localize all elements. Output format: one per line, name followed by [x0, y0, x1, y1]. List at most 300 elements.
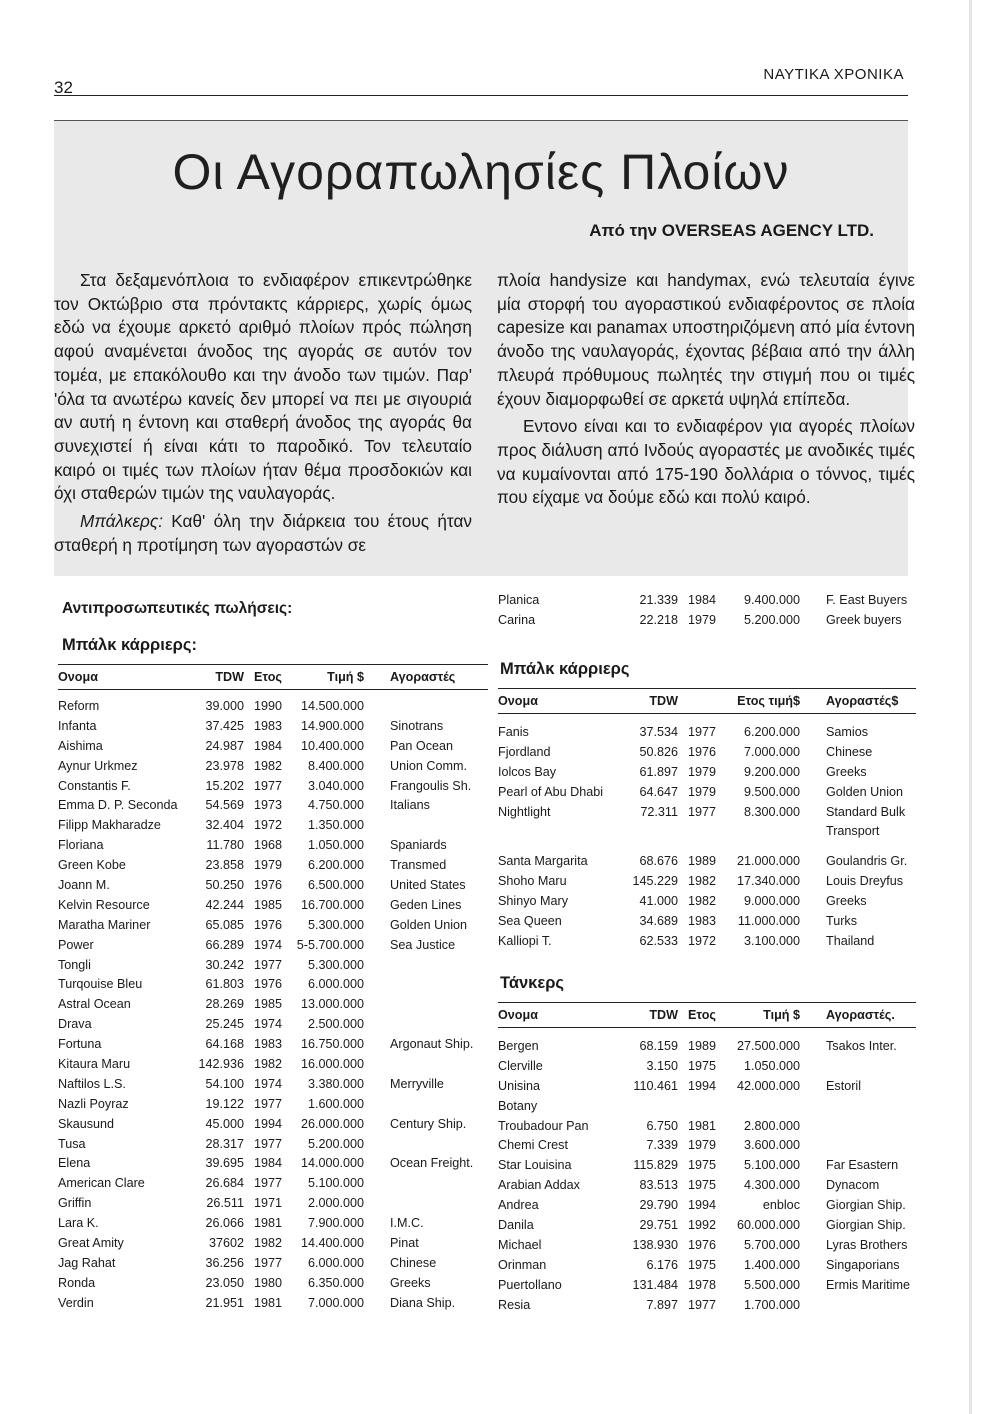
column-header: TDW [616, 1003, 678, 1028]
page-number: 32 [54, 78, 73, 97]
buyer-name: Turks [826, 913, 858, 928]
price-value: 1.050.000 [743, 1058, 800, 1073]
table-row [498, 590, 916, 610]
year-value: 1976 [253, 917, 283, 932]
year-value: 1979 [687, 1138, 717, 1153]
tdw-value: 22.218 [639, 612, 678, 627]
table-row [498, 1175, 916, 1195]
table-row [498, 1195, 916, 1215]
price-value: 16.700.000 [300, 897, 364, 912]
table-row [498, 610, 916, 630]
section-title: Αντιπροσωπευτικές πωλήσεις: [62, 600, 293, 617]
price-value: 6.350.000 [307, 1275, 364, 1290]
buyer-name: Sea Justice [390, 937, 456, 952]
ship-name: Santa Margarita [498, 854, 588, 869]
tdw-value: 11.780 [206, 838, 244, 853]
tdw-value: 34.689 [639, 913, 678, 928]
tdw-value: 37.534 [639, 724, 678, 739]
year-value: 1973 [253, 798, 283, 813]
column-header: Αγοραστές [364, 665, 488, 690]
ship-name: Skausund [58, 1116, 115, 1131]
buyer-name: Giorgian Ship. [826, 1198, 906, 1213]
ship-name: Turqouise Bleu [58, 977, 143, 992]
price-value: 8.300.000 [743, 804, 800, 819]
price-value: 5.200.000 [307, 1136, 364, 1151]
table-row [58, 1233, 488, 1253]
ship-name [498, 821, 616, 841]
table-row [58, 994, 488, 1014]
buyer-name [364, 815, 488, 835]
price-value: 5.100.000 [743, 1158, 800, 1173]
price-value: 7.000.000 [307, 1295, 364, 1310]
article-panel [54, 120, 915, 576]
buyer-name: Greeks [826, 764, 867, 779]
tdw-value: 23.978 [205, 758, 244, 773]
ship-name: Orinman [498, 1257, 547, 1272]
price-value: 9.000.000 [743, 894, 800, 909]
tdw-value: 72.311 [640, 804, 678, 819]
table-row [58, 776, 488, 796]
paragraph-text: Καθ' όλη την διάρκεια του έτους ήταν σταθερή η προτίμηση των αγοραστών σε [54, 511, 472, 555]
column-header: Ονομα [498, 689, 616, 714]
buyer-name [800, 1116, 916, 1136]
price-value: 3.100.000 [743, 933, 800, 948]
column-header: Ετος τιμή$ [678, 689, 800, 714]
buyer-name: Diana Ship. [390, 1295, 456, 1310]
ship-name: Joann M. [58, 877, 110, 892]
tdw-value: 50.250 [205, 877, 244, 892]
tdw-value: 39.000 [205, 698, 244, 713]
buyer-name [364, 955, 488, 975]
price-value: 5-5.700.000 [296, 937, 364, 952]
price-value: 6.200.000 [307, 858, 364, 873]
ship-name: Fanis [498, 724, 529, 739]
table-row [498, 841, 916, 871]
buyer-name [364, 1014, 488, 1034]
year-value: 1982 [687, 894, 717, 909]
table-row [58, 1114, 488, 1134]
price-value: 17.340.000 [736, 874, 800, 889]
tdw-value: 45.000 [205, 1116, 244, 1131]
tdw-value: 7.339 [646, 1138, 678, 1153]
tdw-value: 25.245 [205, 1017, 244, 1032]
tdw-value: 21.951 [205, 1295, 244, 1310]
table-row [58, 1153, 488, 1173]
tdw-value: 24.987 [205, 738, 244, 753]
column-header: Ονομα [498, 1003, 616, 1028]
year-value: 1985 [253, 997, 283, 1012]
ship-name: Shinyo Mary [498, 894, 568, 909]
page-edge [969, 0, 972, 1414]
tdw-value: 28.317 [205, 1136, 244, 1151]
column-header: Αγοραστές. [800, 1003, 916, 1028]
table-row [58, 875, 488, 895]
tdw-value: 26.066 [205, 1216, 244, 1231]
ship-name: Kalliopi T. [498, 933, 552, 948]
year-value: 1975 [687, 1058, 717, 1073]
table-row [58, 815, 488, 835]
table-row [58, 1094, 488, 1114]
price-value: 2.500.000 [307, 1017, 364, 1032]
ship-name: Clerville [498, 1058, 543, 1073]
tdw-value: 61.803 [205, 977, 244, 992]
price-value: 26.000.000 [300, 1116, 364, 1131]
ship-name: Planica [498, 592, 540, 607]
paragraph-lead: Μπάλκερς: [80, 511, 163, 532]
ship-name: Tongli [58, 957, 91, 972]
buyer-name: Merryville [390, 1076, 444, 1091]
column-header: TDW [190, 665, 244, 690]
table-header-row [498, 1003, 916, 1028]
price-value [726, 1096, 800, 1116]
buyer-name: Pinat [390, 1235, 419, 1250]
buyer-name: Golden Union [826, 784, 904, 799]
ship-name: Unisina [498, 1078, 540, 1093]
table-row [58, 1014, 488, 1034]
tdw-value: 62.533 [639, 933, 678, 948]
buyer-name: Tsakos Inter. [826, 1038, 897, 1053]
ship-name: Reform [58, 698, 100, 713]
ship-name: Aynur Urkmez [58, 758, 138, 773]
buyer-name: Ocean Freight. [390, 1156, 474, 1171]
ship-name: Puertollano [498, 1277, 562, 1292]
price-value: 21.000.000 [736, 854, 800, 869]
ship-name: Shoho Maru [498, 874, 567, 889]
buyer-name: Chinese [826, 744, 873, 759]
article-title: Οι Αγοραπωλησίες Πλοίων [172, 144, 790, 200]
ship-name: Filipp Makharadze [58, 818, 161, 833]
year-value: 1994 [687, 1078, 717, 1093]
price-value: 3.380.000 [307, 1076, 364, 1091]
year-value: 1976 [687, 1237, 717, 1252]
table-row [58, 1273, 488, 1293]
table-row [58, 835, 488, 855]
ship-name: Bergen [498, 1038, 539, 1053]
price-value: 1.050.000 [307, 838, 364, 853]
table-row [58, 974, 488, 994]
right-top-table-body [498, 590, 916, 630]
ship-name: Danila [498, 1217, 534, 1232]
ship-name: Naftilos L.S. [58, 1076, 126, 1091]
ship-name: American Clare [58, 1176, 145, 1191]
buyer-name: Greeks [390, 1275, 431, 1290]
year-value: 1976 [253, 877, 283, 892]
buyer-name: Lyras Brothers [826, 1237, 908, 1252]
left-table-body [58, 690, 488, 1313]
ship-name: Pearl of Abu Dhabi [498, 784, 604, 799]
ship-name: Kelvin Resource [58, 897, 150, 912]
year-value: 1982 [687, 874, 717, 889]
ship-name: Carina [498, 612, 536, 627]
table-row [58, 1034, 488, 1054]
article-column-left [54, 269, 472, 557]
year-value: 1972 [253, 818, 283, 833]
table-row [498, 1235, 916, 1255]
right-tankers-table [498, 1002, 916, 1314]
buyer-name [364, 1094, 488, 1114]
tdw-value: 64.647 [639, 784, 678, 799]
buyer-name [364, 974, 488, 994]
ship-name: Arabian Addax [498, 1178, 580, 1193]
year-value: 1979 [687, 764, 717, 779]
tdw-value: 15.202 [205, 778, 244, 793]
price-value: 10.400.000 [300, 738, 364, 753]
tdw-value: 41.000 [639, 894, 678, 909]
price-value: 8.400.000 [307, 758, 364, 773]
tdw-value: 29.790 [639, 1198, 678, 1213]
ship-name: Kitaura Maru [58, 1056, 131, 1071]
table-row [498, 1275, 916, 1295]
table-row [58, 1193, 488, 1213]
column-header: Αγοραστές$ [800, 689, 916, 714]
column-header: TDW [616, 689, 678, 714]
tdw-value: 37.425 [205, 718, 244, 733]
price-value: 6.000.000 [307, 1255, 364, 1270]
table-header-row [58, 665, 488, 690]
ship-name: Infanta [58, 718, 97, 733]
buyer-name: Ermis Maritime [826, 1277, 910, 1292]
price-value: 4.750.000 [307, 798, 364, 813]
price-value: 9.200.000 [743, 764, 800, 779]
tdw-value: 29.751 [639, 1217, 678, 1232]
right-bulk-table-body [498, 714, 916, 951]
tdw-value: 115.829 [633, 1158, 678, 1173]
buyer-name: Giorgian Ship. [826, 1217, 906, 1232]
table-row [498, 1295, 916, 1315]
table-row [498, 1096, 916, 1116]
buyer-name: Chinese [390, 1255, 437, 1270]
price-value: enbloc [762, 1198, 800, 1213]
ship-name: Floriana [58, 838, 104, 853]
ship-name: Star Louisina [498, 1158, 572, 1173]
year-value: 1979 [687, 784, 717, 799]
year-value: 1975 [687, 1257, 717, 1272]
ship-name: Michael [498, 1237, 542, 1252]
price-value: 27.500.000 [736, 1038, 800, 1053]
year-value: 1968 [253, 838, 283, 853]
year-value: 1976 [687, 744, 717, 759]
buyer-name [800, 1096, 916, 1116]
year-value: 1990 [253, 698, 283, 713]
ship-name: Lara K. [58, 1216, 99, 1231]
tdw-value: 21.339 [639, 592, 678, 607]
year-value: 1977 [687, 724, 717, 739]
price-value: 5.300.000 [307, 957, 364, 972]
buyer-name [800, 1056, 916, 1076]
table-row [58, 1213, 488, 1233]
paragraph: Εντονο είναι και το ενδιαφέρον για αγορές πλοίων προς διάλυση από Ινδούς αγοραστές με ανοδικές τιμές να κυμαίνονται από 175-190 δολλάρια ο τόννος, τιμές που είχαμε να δούμε εδώ και πολύ καιρό. [497, 416, 915, 508]
tdw-value: 64.168 [205, 1037, 244, 1052]
year-value: 1979 [687, 612, 717, 627]
tdw-value: 50.826 [639, 744, 678, 759]
ship-name: Fjordland [498, 744, 551, 759]
right-tankers-table-body [498, 1028, 916, 1315]
table-row [58, 1074, 488, 1094]
article-column-right [497, 269, 915, 510]
table-row [498, 1056, 916, 1076]
buyer-name: Transport [826, 824, 880, 839]
ship-name: Constantis F. [58, 778, 131, 793]
price-value: 14.500.000 [300, 698, 364, 713]
table-row [58, 895, 488, 915]
ship-name: Fortuna [58, 1037, 102, 1052]
buyer-name: F. East Buyers [826, 592, 908, 607]
table-row [498, 1255, 916, 1275]
ship-name: Griffin [58, 1196, 92, 1211]
year-value: 1982 [253, 758, 283, 773]
buyer-name: Far Esastern [826, 1158, 899, 1173]
left-table-subtitle: Μπάλκ κάρριερς: [62, 636, 197, 654]
table-row [498, 742, 916, 762]
price-value: 5.700.000 [743, 1237, 800, 1252]
tdw-value: 66.289 [205, 937, 244, 952]
tdw-value [616, 1096, 678, 1116]
ship-name: Nazli Poyraz [58, 1096, 129, 1111]
year-value: 1985 [253, 897, 283, 912]
ship-name: Tusa [58, 1136, 86, 1151]
buyer-name [800, 1295, 916, 1315]
price-value: 16.750.000 [300, 1037, 364, 1052]
price-value: 14.000.000 [300, 1156, 364, 1171]
buyer-name [364, 1193, 488, 1213]
price-value: 3.600.000 [743, 1138, 800, 1153]
ship-name: Chemi Crest [498, 1138, 568, 1153]
price-value: 7.000.000 [743, 744, 800, 759]
year-value: 1994 [687, 1198, 717, 1213]
ship-name: Aishima [58, 738, 103, 753]
table-row [58, 955, 488, 975]
ship-name: Drava [58, 1017, 92, 1032]
buyer-name [364, 1134, 488, 1154]
tdw-value: 23.858 [205, 858, 244, 873]
tdw-value: 7.897 [646, 1297, 678, 1312]
price-value: 9.500.000 [743, 784, 800, 799]
table-row [498, 762, 916, 782]
tdw-value: 19.122 [205, 1096, 244, 1111]
buyer-name: Italians [390, 798, 430, 813]
table-row [498, 714, 916, 742]
table-row [498, 1215, 916, 1235]
price-value: 42.000.000 [736, 1078, 800, 1093]
table-row [498, 1116, 916, 1136]
ship-name: Great Amity [58, 1235, 124, 1250]
tdw-value: 65.085 [205, 917, 244, 932]
year-value: 1982 [253, 1056, 283, 1071]
price-value: 60.000.000 [736, 1217, 800, 1232]
tdw-value: 83.513 [639, 1178, 678, 1193]
tdw-value: 54.569 [205, 798, 244, 813]
ship-name: Sea Queen [498, 913, 562, 928]
year-value: 1982 [253, 1235, 283, 1250]
year-value: 1989 [687, 1038, 717, 1053]
paragraph [54, 510, 472, 557]
year-value [678, 1096, 726, 1116]
table-row [58, 716, 488, 736]
tdw-value: 26.511 [206, 1196, 244, 1211]
price-value: 14.900.000 [300, 718, 364, 733]
table-row [498, 782, 916, 802]
right-top-table [498, 590, 916, 630]
price-value: 3.040.000 [307, 778, 364, 793]
table-row [58, 915, 488, 935]
year-value: 1984 [687, 592, 717, 607]
price-value: 4.300.000 [743, 1178, 800, 1193]
buyer-name: United States [390, 877, 466, 892]
table-row [498, 802, 916, 822]
buyer-name: Greeks [826, 894, 867, 909]
ship-name: Botany [498, 1098, 538, 1113]
table-row [58, 855, 488, 875]
price-value: 1.350.000 [307, 818, 364, 833]
buyer-name: Greek buyers [826, 612, 902, 627]
buyer-name: I.M.C. [390, 1216, 424, 1231]
buyer-name: Spaniards [390, 838, 447, 853]
price-value: 2.800.000 [743, 1118, 800, 1133]
ship-name: Astral Ocean [58, 997, 131, 1012]
year-value: 1977 [687, 1297, 717, 1312]
tdw-value: 23.050 [205, 1275, 244, 1290]
buyer-name: Pan Ocean [390, 738, 454, 753]
right-tankers-subtitle: Τάνκερς [500, 974, 564, 992]
ship-name: Resia [498, 1297, 531, 1312]
left-sales-table [58, 664, 488, 1313]
year-value: 1972 [687, 933, 717, 948]
buyer-name: Goulandris Gr. [826, 854, 908, 869]
year-value: 1981 [687, 1118, 717, 1133]
price-value: 6.000.000 [307, 977, 364, 992]
table-row [498, 1028, 916, 1056]
ship-name: Power [58, 937, 94, 952]
tdw-value: 61.897 [639, 764, 678, 779]
article-byline: Από την OVERSEAS AGENCY LTD. [589, 221, 874, 240]
buyer-name: Dynacom [826, 1178, 880, 1193]
table-row [498, 1135, 916, 1155]
buyer-name: Geden Lines [390, 897, 462, 912]
tdw-value: 36.256 [205, 1255, 244, 1270]
ship-name: Iolcos Bay [498, 764, 557, 779]
year-value: 1974 [253, 1017, 283, 1032]
magazine-title: ΝΑΥΤΙΚΑ ΧΡΟΝΙΚΑ [763, 66, 904, 83]
year-value: 1976 [253, 977, 283, 992]
price-value: 1.700.000 [743, 1297, 800, 1312]
year-value: 1977 [253, 1136, 283, 1151]
year-value: 1974 [253, 937, 283, 952]
paragraph: πλοία handysize και handymax, ενώ τελευταία έγινε μία στορφή του αγοραστικού ενδιαφέροντος σε πλοία capesize και panamax υποστηριζόμενη από μία έντονη άνοδο της ναυλαγοράς, έχοντας βέβαια από την άλλη πλευρά πρόθυμους πωλητές την στιγμή που οι τιμές έχουν διαμορφωθεί σε αρκετά υψηλά επίπεδα. [497, 270, 915, 409]
year-value: 1974 [253, 1076, 283, 1091]
year-value: 1984 [253, 738, 283, 753]
year-value: 1979 [253, 858, 283, 873]
year-value: 1977 [253, 778, 283, 793]
year-value: 1983 [253, 718, 283, 733]
year-value: 1977 [687, 804, 717, 819]
column-header: Ετος [678, 1003, 726, 1028]
year-value: 1992 [687, 1217, 717, 1232]
table-row [58, 935, 488, 955]
column-header: Τιμή $ [726, 1003, 800, 1028]
year-value: 1981 [253, 1216, 283, 1231]
buyer-name: Samios [826, 724, 868, 739]
tdw-value: 145.229 [632, 874, 678, 889]
table-row [58, 1134, 488, 1154]
table-row [58, 690, 488, 716]
price-value: 6.500.000 [307, 877, 364, 892]
buyer-name: Louis Dreyfus [826, 874, 903, 889]
buyer-name: Argonaut Ship. [390, 1037, 474, 1052]
table-row [58, 1173, 488, 1193]
paragraph: Στα δεξαμενόπλοια το ενδιαφέρον επικεντρώθηκε τον Οκτώβριο στα πρόντακτς κάρριερς, χωρίς όμως εδώ να έχουμε αρκετό αριθμό πλοίων πρός πώληση αφού αναμένεται άνοδος της αγοράς σε αυτόν τον τομέα, με επακόλουθο και την άνοδο των τιμών. Παρ' 'όλα τα ανωτέρω κανείς δεν μπορεί να πει με σιγουριά αν αυτή η έντονη και σταθερή άνοδος της αγοράς θα συνεχιστεί ή είναι κάτι το παροδικό. Τον τελευταίο καιρό οι τιμές των πλοίων ήταν θέμα προσδοκιών και όχι σταθερών τιμών της ναυλαγοράς. [54, 270, 472, 504]
table-header-row [498, 689, 916, 714]
header-rule [54, 95, 908, 96]
